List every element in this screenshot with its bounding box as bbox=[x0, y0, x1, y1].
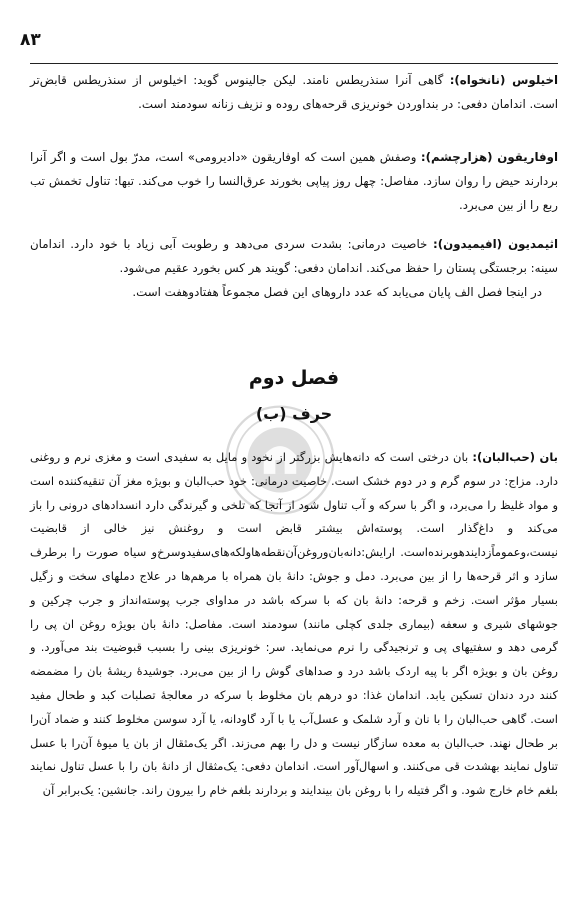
entry-body: وصفش همین است که اوفاریقون «دادیرومی» است، مدرّ بول است و اگر آنرا بردارند حیض را روان سازد. مفاصل: چهل روز پیاپی بخورند عرق‌النسا را خوب می‌کند. تبها: تناول تخمش تب ربع را از بین می‌برد. bbox=[30, 150, 558, 212]
entry-body: گاهی آنرا سنذریطس نامند. لیکن جالینوس گوید: اخیلوس از سنذریطس قابض‌تر است. اندامان دفعی: در بنداوردن خونریزی قرحه‌های روده و نزیف زنانه سودمند است. bbox=[30, 73, 558, 111]
page-number: ٨٣ bbox=[20, 30, 41, 50]
entry-paragraph bbox=[30, 232, 558, 280]
entry-paragraph bbox=[30, 446, 558, 803]
entry-ban bbox=[30, 446, 558, 803]
entry-paragraph bbox=[30, 145, 558, 217]
entry-heading: اثیمدیون (افیمیدون): bbox=[433, 237, 559, 251]
entry-paragraph bbox=[30, 68, 558, 116]
entry-body: خاصیت درمانی: بشدت سردی می‌دهد و رطوبت آبی زیاد با خود دارد. اندامان سینه: برجستگی پستان را حفظ می‌کند. اندامان دفعی: گویند هر کس بخورد عقیم می‌شود. bbox=[30, 237, 558, 275]
entry-body: بان درختی است که دانه‌هایش بزرگتر از نخود و مایل به سفیدی است و مغزی نرم و روغنی دارد. مزاج: در سوم گرم و در دوم خشک است. خاصیت درمانی: خود حب‌البان و بویژه مغز آن تنقیه‌کننده است و مواد غلیظ را می‌برد، و اگر با سرکه و آب تناول شود از آنجا که تلخی و گیرندگی دارد انسدادهای درونی را باز می‌کند و داغ‌گذار است. پوسته‌اش بیشتر قابض است و روغنش نیز خالی از قابضیت نیست،وعموماًزدایندهوبرنده‌است. ارایش:دانه‌بان‌وروغن‌آن‌نقطه‌هاولکه‌های‌سفیدوسرخ‌و سیاه صورت را برطرف سازد و اثر قرحه‌ها را از بین می‌برد. دمل و جوش: دانهٔ بان همراه با مرهم‌ها در علاج دملهای سخت و زگیل بسیار مؤثر است. زخم و قرحه: دانهٔ بان که با سرکه باشد در مداوای جرب پوسته‌انداز و جرب چرکین و جوشهای شیری و سعفه (بیماری جلدی کچلی مانند) سودمند است. مفاصل: دانهٔ بان بویژه روغن ان پی را گرمی دهد و سفتیهای پی و ترنجیدگی را نرم می‌نماید. سر: خونریزی بینی را بسبب قبوضیت بند می‌آورد. و روغن بان و بویژه اگر با پیه اردک باشد درد و صداهای گوش را از بین می‌برد. جوشیدهٔ ریشهٔ بان را مضمضه کنند درد دندان تسکین یابد. اندامان غذا: دو درهم بان مخلوط با سرکه در معالجهٔ تصلبات کبد و طحال مفید است. گاهی حب‌البان را با نان و آرد شلمک و عسل‌آب یا با آرد گاودانه، یا آرد سوسن مخلوط کنند و ضماد آن‌را بر طحال نهند. حب‌البان به معده سازگار نیست و دل را بهم می‌زند. اگر یک‌مثقال از بان یا میوهٔ آن‌را با عسل تناول نمایند بهشدت قی می‌کنند. و اسهال‌آور است. اندامان دفعی: یک‌مثقال از دانهٔ بان را با عسل تناول نمایند بلغم خام خارج شود. و اگر فتیله را با روغن بان بیندایند و بردارند بلغم خام را بیرون راند. جانشین: یک‌برابر آن bbox=[30, 450, 558, 798]
entry-ufariqun bbox=[30, 145, 558, 217]
header-divider bbox=[30, 63, 558, 64]
section-title: فصل دوم bbox=[248, 367, 340, 389]
entry-athimidyun bbox=[30, 232, 558, 304]
entry-heading: اخیلوس (نانخواه): bbox=[449, 73, 559, 87]
letter-title: حرف (ب) bbox=[255, 404, 333, 423]
entry-heading: بان (حب‌البان): bbox=[472, 450, 558, 464]
chapter-closing-note: در اینجا فصل الف پایان می‌یابد که عدد داروهای این فصل مجموعاً هفتادوهفت است. bbox=[132, 285, 542, 299]
entry-heading: اوفاریقون (هزارچشم): bbox=[420, 150, 558, 164]
entry-akhilus bbox=[30, 68, 558, 116]
